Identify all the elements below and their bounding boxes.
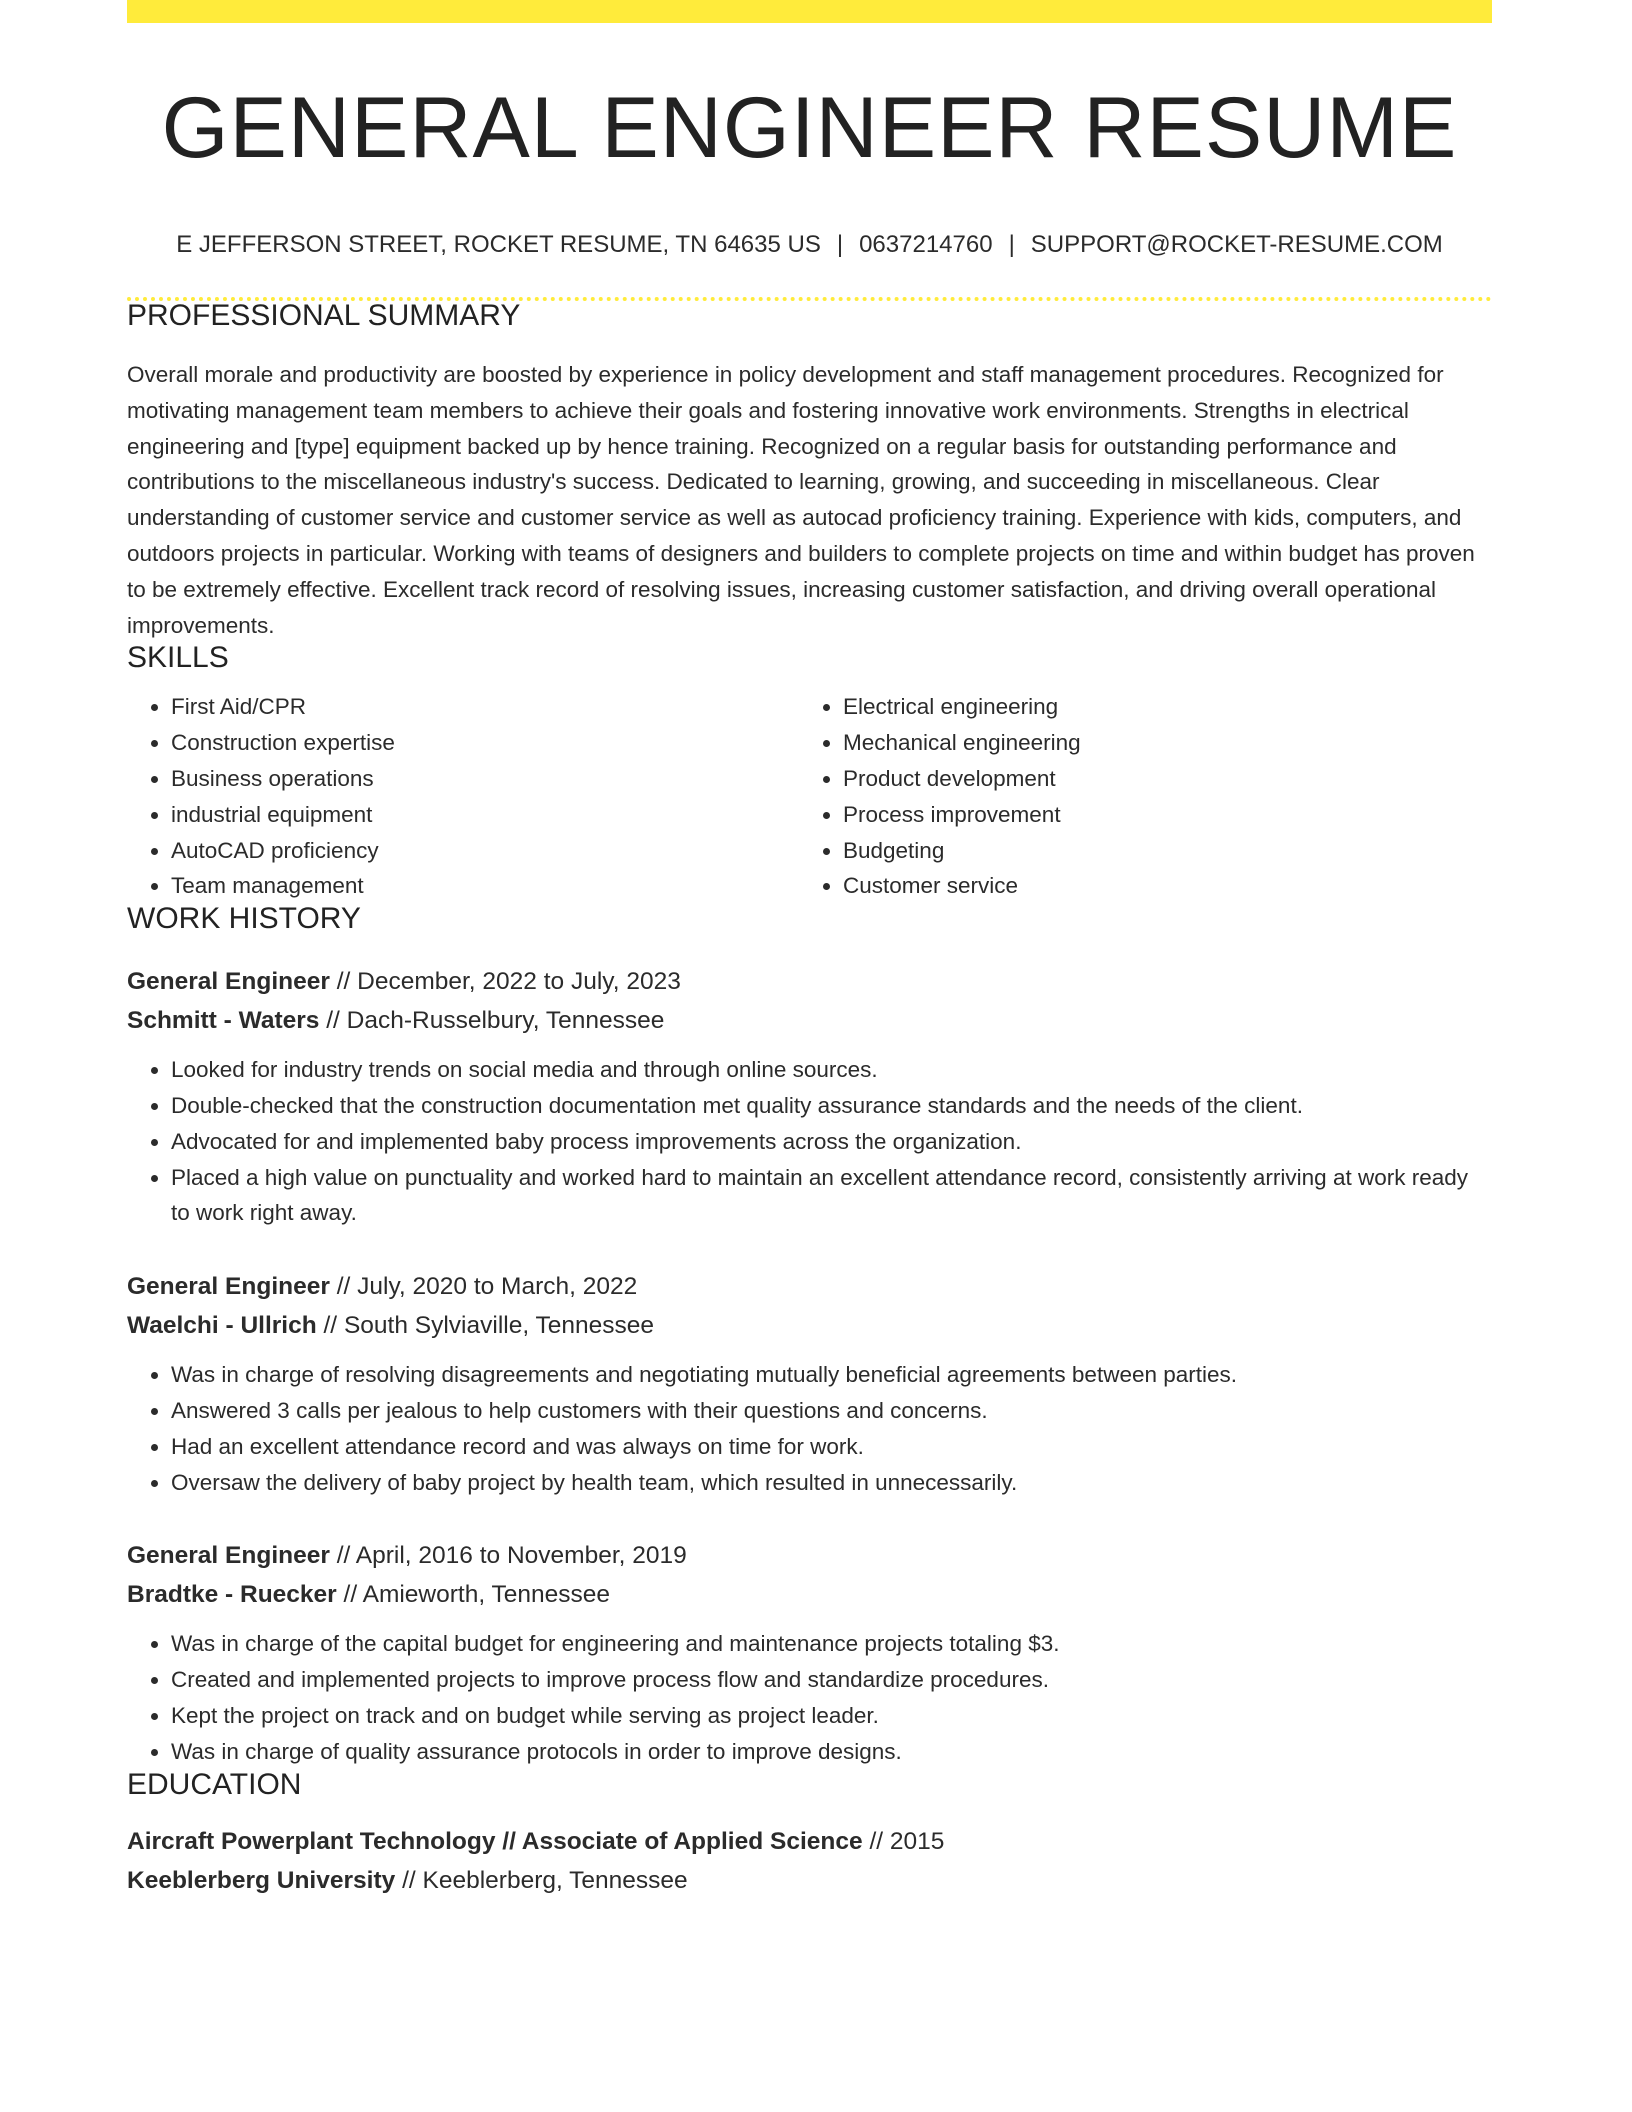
summary-heading: PROFESSIONAL SUMMARY xyxy=(127,299,521,332)
job-role: General Engineer xyxy=(127,1542,330,1570)
job-bullet: • Was in charge of resolving disagreements and negotiating mutually beneficial agreements between parties. xyxy=(171,1357,1492,1393)
job-bullet: • Double-checked that the construction documentation met quality assurance standards and the needs of the client. xyxy=(171,1088,1492,1124)
job-title-line xyxy=(127,1536,1492,1575)
job-location: South Sylviaville, Tennessee xyxy=(343,1312,655,1340)
resume-page xyxy=(127,0,1492,1900)
education-year: 2015 xyxy=(889,1827,945,1855)
skill-item: • Team management xyxy=(171,868,799,904)
skill-item: • Construction expertise xyxy=(171,725,799,761)
job-bullets xyxy=(127,1357,1492,1500)
job-entry xyxy=(127,1536,1492,1769)
job-company-line xyxy=(127,1001,1492,1040)
field-separator: // xyxy=(869,1827,884,1855)
job-bullet: • Advocated for and implemented baby process improvements across the organization. xyxy=(171,1124,1492,1160)
job-title-line xyxy=(127,962,1492,1001)
field-separator: // xyxy=(336,1273,351,1301)
job-bullet: • Answered 3 calls per jealous to help customers with their questions and concerns. xyxy=(171,1393,1492,1429)
job-dates: December, 2022 to July, 2023 xyxy=(357,968,681,996)
top-accent-bar xyxy=(127,0,1492,23)
job-location: Dach-Russelbury, Tennessee xyxy=(346,1007,665,1035)
skill-item: • First Aid/CPR xyxy=(171,689,799,725)
job-role: General Engineer xyxy=(127,1273,330,1301)
job-bullet: • Was in charge of quality assurance protocols in order to improve designs. xyxy=(171,1734,1492,1770)
education-location: Keeblerberg, Tennessee xyxy=(422,1866,688,1894)
education-heading: EDUCATION xyxy=(127,1767,302,1801)
contact-line xyxy=(127,233,1492,257)
education-entry xyxy=(127,1822,1492,1900)
field-separator: // xyxy=(323,1312,338,1340)
job-company-line xyxy=(127,1575,1492,1614)
job-bullet: • Created and implemented projects to improve process flow and standardize procedures. xyxy=(171,1662,1492,1698)
education-degree-line xyxy=(127,1822,1492,1861)
field-separator: // xyxy=(326,1007,340,1035)
job-company: Schmitt - Waters xyxy=(127,1007,320,1035)
skill-item: • Process improvement xyxy=(843,797,1471,833)
skills-column-right xyxy=(799,689,1471,904)
skill-item: • Electrical engineering xyxy=(843,689,1471,725)
job-dates: July, 2020 to March, 2022 xyxy=(357,1273,638,1301)
skill-item: • Mechanical engineering xyxy=(843,725,1471,761)
job-bullets xyxy=(127,1626,1492,1769)
job-bullet: • Looked for industry trends on social media and through online sources. xyxy=(171,1052,1492,1088)
job-role: General Engineer xyxy=(127,968,330,996)
skills-column-left xyxy=(127,689,799,904)
job-bullet: • Kept the project on track and on budget while serving as project leader. xyxy=(171,1698,1492,1734)
job-bullet: • Was in charge of the capital budget for engineering and maintenance projects totaling $3. xyxy=(171,1626,1492,1662)
job-location: Amieworth, Tennessee xyxy=(362,1581,611,1609)
education-degree: Aircraft Powerplant Technology // Associate of Applied Science xyxy=(127,1827,863,1855)
education-school-line xyxy=(127,1861,1492,1900)
job-entry xyxy=(127,1267,1492,1500)
job-bullet: • Placed a high value on punctuality and worked hard to maintain an excellent attendance record, consistently arriving at work ready to work right away. xyxy=(171,1160,1492,1232)
job-company: Bradtke - Ruecker xyxy=(127,1581,337,1609)
field-separator: // xyxy=(402,1866,416,1894)
field-separator: // xyxy=(336,1542,351,1570)
skill-item: • industrial equipment xyxy=(171,797,799,833)
skill-item: • AutoCAD proficiency xyxy=(171,833,799,869)
skills-list xyxy=(127,689,1492,904)
job-entry xyxy=(127,962,1492,1231)
skill-item: • Business operations xyxy=(171,761,799,797)
job-bullets xyxy=(127,1052,1492,1231)
education-school: Keeblerberg University xyxy=(127,1866,396,1894)
skill-item: • Customer service xyxy=(843,868,1471,904)
contact-separator: | xyxy=(836,231,844,258)
skill-item: • Product development xyxy=(843,761,1471,797)
field-separator: // xyxy=(336,968,351,996)
job-dates: April, 2016 to November, 2019 xyxy=(355,1542,687,1570)
work-history-heading: WORK HISTORY xyxy=(127,902,361,936)
contact-phone: 0637214760 xyxy=(859,231,993,258)
job-company: Waelchi - Ullrich xyxy=(127,1312,317,1340)
summary-text: Overall morale and productivity are boosted by experience in policy development and staff management procedures. Recognized for motivating management team members to achieve their goals and fostering innovative work environments. Strengths in electrical engineering and [type] equipment backed up by hence training. Recognized on a regular basis for outstanding performance and contributions to the miscellaneous industry's success. Dedicated to learning, growing, and succeeding in miscellaneous. Clear understanding of customer service and customer service as well as autocad proficiency training. Experience with kids, computers, and outdoors projects in particular. Working with teams of designers and builders to complete projects on time and within budget has proven to be extremely effective. Excellent track record of resolving issues, increasing customer satisfaction, and driving overall operational improvements. xyxy=(127,362,1475,638)
contact-address: E JEFFERSON STREET, ROCKET RESUME, TN 64635 US xyxy=(176,231,821,258)
field-separator: // xyxy=(343,1581,358,1609)
job-bullet: • Oversaw the delivery of baby project by health team, which resulted in unnecessarily. xyxy=(171,1465,1492,1501)
job-company-line xyxy=(127,1306,1492,1345)
job-bullet: • Had an excellent attendance record and was always on time for work. xyxy=(171,1429,1492,1465)
resume-title: GENERAL ENGINEER RESUME xyxy=(161,80,1458,176)
contact-email: SUPPORT@ROCKET-RESUME.COM xyxy=(1030,231,1443,258)
skill-item: • Budgeting xyxy=(843,833,1471,869)
skills-heading: SKILLS xyxy=(127,641,229,675)
job-title-line xyxy=(127,1267,1492,1306)
contact-separator: | xyxy=(1008,231,1015,258)
